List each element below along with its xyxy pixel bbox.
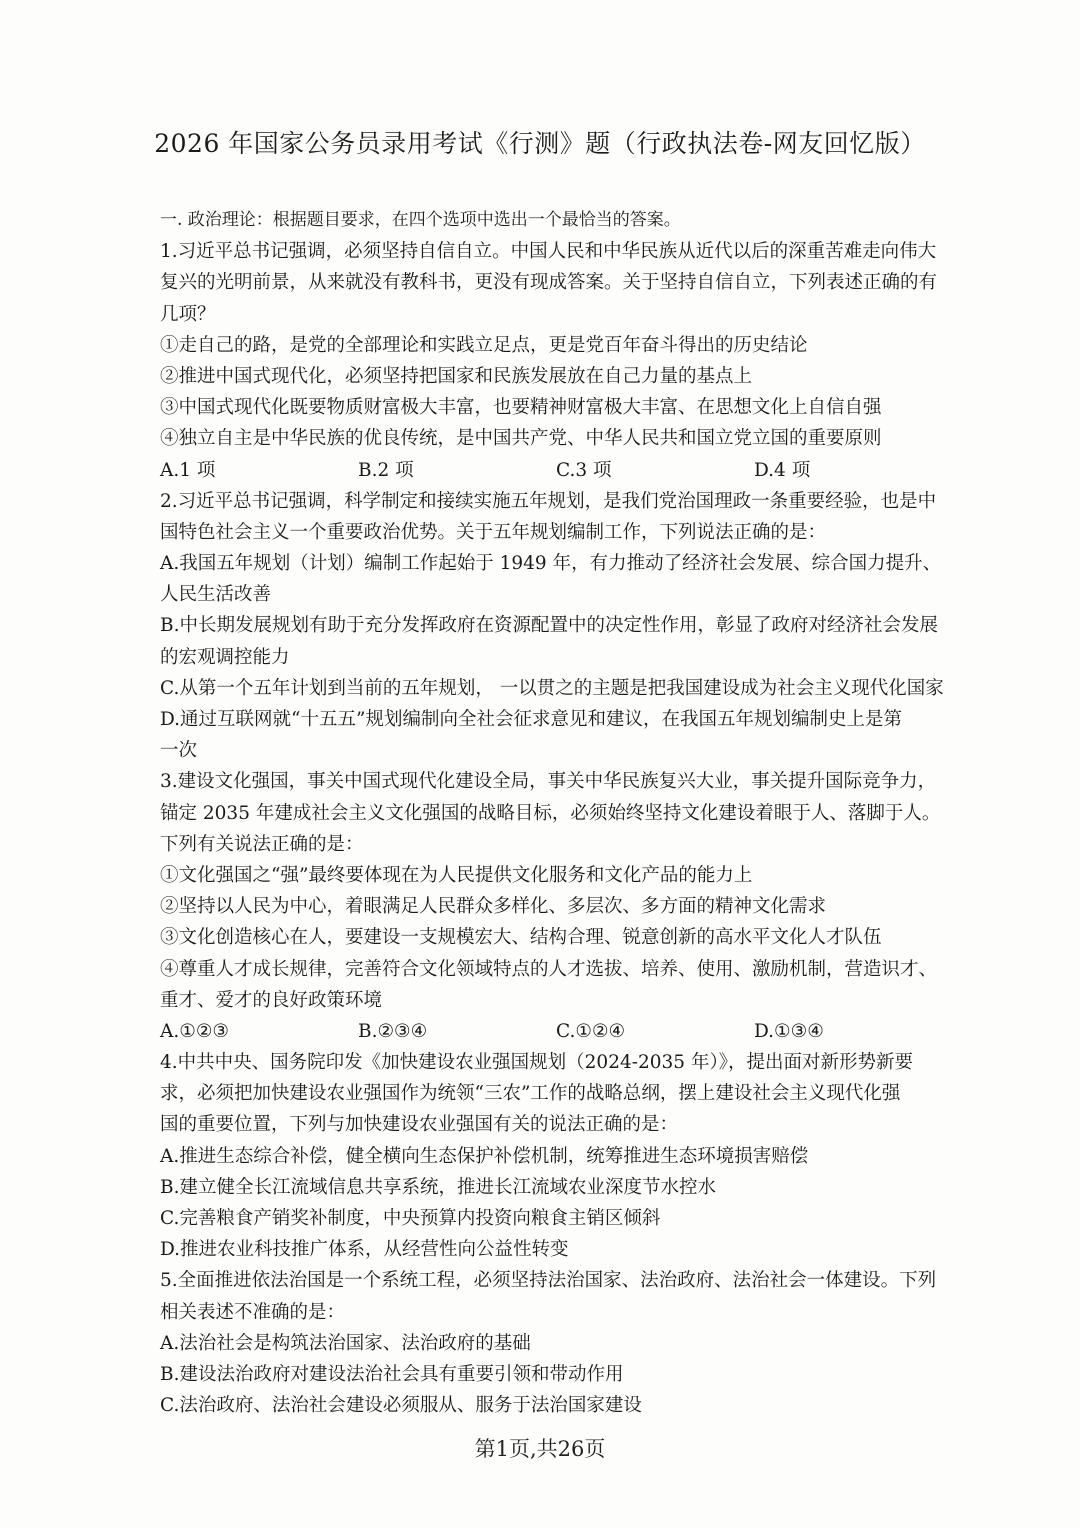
option-b: B.②③④ bbox=[358, 1020, 428, 1042]
question-1 bbox=[160, 236, 1002, 486]
question-line: B.建立健全长江流域信息共享系统，推进长江流域农业深度节水控水 bbox=[160, 1176, 716, 1198]
statement-line: ①走自己的路，是党的全部理论和实践立足点，更是党百年奋斗得出的历史结论 bbox=[160, 334, 808, 356]
option-b: B.2 项 bbox=[358, 459, 414, 481]
question-3 bbox=[160, 766, 1002, 1047]
statement-line: ②坚持以人民为中心，着眼满足人民群众多样化、多层次、多方面的精神文化需求 bbox=[160, 896, 827, 918]
question-line: C.从第一个五年计划到当前的五年规划， 一以贯之的主题是把我国建设成为社会主义现代化国家 bbox=[160, 677, 944, 699]
statement-line: ③文化创造核心在人，要建设一支规模宏大、结构合理、锐意创新的高水平文化人才队伍 bbox=[160, 927, 882, 949]
question-line: A.推进生态综合补偿，健全横向生态保护补偿机制，统筹推进生态环境损害赔偿 bbox=[160, 1145, 809, 1167]
question-stem-line: 复兴的光明前景，从来就没有教科书，更没有现成答案。关于坚持自信自立，下列表述正确的有 bbox=[160, 272, 938, 294]
answer-options bbox=[160, 455, 1002, 486]
question-line: 一次 bbox=[160, 740, 198, 762]
option-d: D.①③④ bbox=[754, 1020, 824, 1042]
question-line: 下列有关说法正确的是： bbox=[160, 833, 364, 855]
statement-line: ③中国式现代化既要物质财富极大丰富，也要精神财富极大丰富、在思想文化上自信自强 bbox=[160, 397, 882, 419]
page-title: 2026 年国家公务员录用考试《行测》题（行政执法卷-网友回忆版） bbox=[154, 129, 926, 158]
document-body bbox=[160, 205, 1002, 1421]
question-line: 国的重要位置，下列与加快建设农业强国有关的说法正确的是： bbox=[160, 1114, 679, 1136]
question-line: 3.建设文化强国，事关中国式现代化建设全局，事关中华民族复兴大业，事关提升国际竞争力， bbox=[160, 771, 937, 793]
option-c: C.①②④ bbox=[556, 1020, 626, 1042]
question-line: D.推进农业科技推广体系，从经营性向公益性转变 bbox=[160, 1239, 569, 1261]
option-a: A.①②③ bbox=[160, 1020, 229, 1042]
question-line: D.通过互联网就“十五五”规划编制向全社会征求意见和建议，在我国五年规划编制史上是第 bbox=[160, 709, 902, 730]
option-a: A.1 项 bbox=[160, 459, 216, 481]
statement-line: ④尊重人才成长规律，完善符合文化领域特点的人才选拔、培养、使用、激励机制，营造识才、 bbox=[160, 958, 938, 980]
statement-line: ②推进中国式现代化，必须坚持把国家和民族发展放在自己力量的基点上 bbox=[160, 365, 753, 387]
statement-line: 重才、爱才的良好政策环境 bbox=[160, 989, 383, 1011]
question-stem-line: 几项？ bbox=[160, 303, 216, 325]
question-line: 4.中共中央、国务院印发《加快建设农业强国规划（2024-2035 年）》，提出面对新形势新要 bbox=[160, 1052, 913, 1074]
page-number: 第1页,共26页 bbox=[474, 1437, 606, 1461]
section-heading: 一. 政治理论：根据题目要求，在四个选项中选出一个最恰当的答案。 bbox=[160, 210, 681, 230]
answer-options bbox=[160, 1016, 1002, 1047]
question-line: B.中长期发展规划有助于充分发挥政府在资源配置中的决定性作用，彰显了政府对经济社会发展 bbox=[160, 615, 938, 637]
question-line: C.法治政府、法治社会建设必须服从、服务于法治国家建设 bbox=[160, 1395, 642, 1417]
question-5 bbox=[160, 1265, 1002, 1421]
question-2 bbox=[160, 486, 1002, 767]
question-line: A.我国五年规划（计划）编制工作起始于 1949 年，有力推动了经济社会发展、综合国力提升、 bbox=[160, 553, 942, 575]
option-c: C.3 项 bbox=[556, 459, 612, 481]
question-line: 2.习近平总书记强调，科学制定和接续实施五年规划，是我们党治国理政一条重要经验，也是中 bbox=[160, 490, 937, 512]
question-line: 求，必须把加快建设农业强国作为统领“三农”工作的战略总纲，摆上建设社会主义现代化强 bbox=[160, 1083, 901, 1105]
question-line: C.完善粮食产销奖补制度，中央预算内投资向粮食主销区倾斜 bbox=[160, 1208, 661, 1229]
question-line: 5.全面推进依法治国是一个系统工程，必须坚持法治国家、法治政府、法治社会一体建设。下列 bbox=[160, 1270, 937, 1292]
statement-line: ④独立自主是中华民族的优良传统，是中国共产党、中华人民共和国立党立国的重要原则 bbox=[160, 428, 882, 450]
question-line: B.建设法治政府对建设法治社会具有重要引领和带动作用 bbox=[160, 1363, 624, 1385]
question-stem-line: 1.习近平总书记强调，必须坚持自信自立。中国人民和中华民族从近代以后的深重苦难走向伟大 bbox=[160, 241, 937, 263]
question-4 bbox=[160, 1047, 1002, 1265]
question-line: 锚定 2035 年建成社会主义文化强国的战略目标，必须始终坚持文化建设着眼于人、落脚于人。 bbox=[160, 802, 941, 824]
question-line: A.法治社会是构筑法治国家、法治政府的基础 bbox=[160, 1332, 531, 1354]
option-d: D.4 项 bbox=[754, 459, 811, 481]
question-line: 人民生活改善 bbox=[160, 584, 272, 606]
question-line: 国特色社会主义一个重要政治优势。关于五年规划编制工作，下列说法正确的是： bbox=[160, 521, 827, 543]
question-line: 的宏观调控能力 bbox=[160, 646, 290, 668]
statement-line: ①文化强国之“强”最终要体现在为人民提供文化服务和文化产品的能力上 bbox=[160, 864, 753, 886]
question-line: 相关表述不准确的是： bbox=[160, 1301, 346, 1323]
